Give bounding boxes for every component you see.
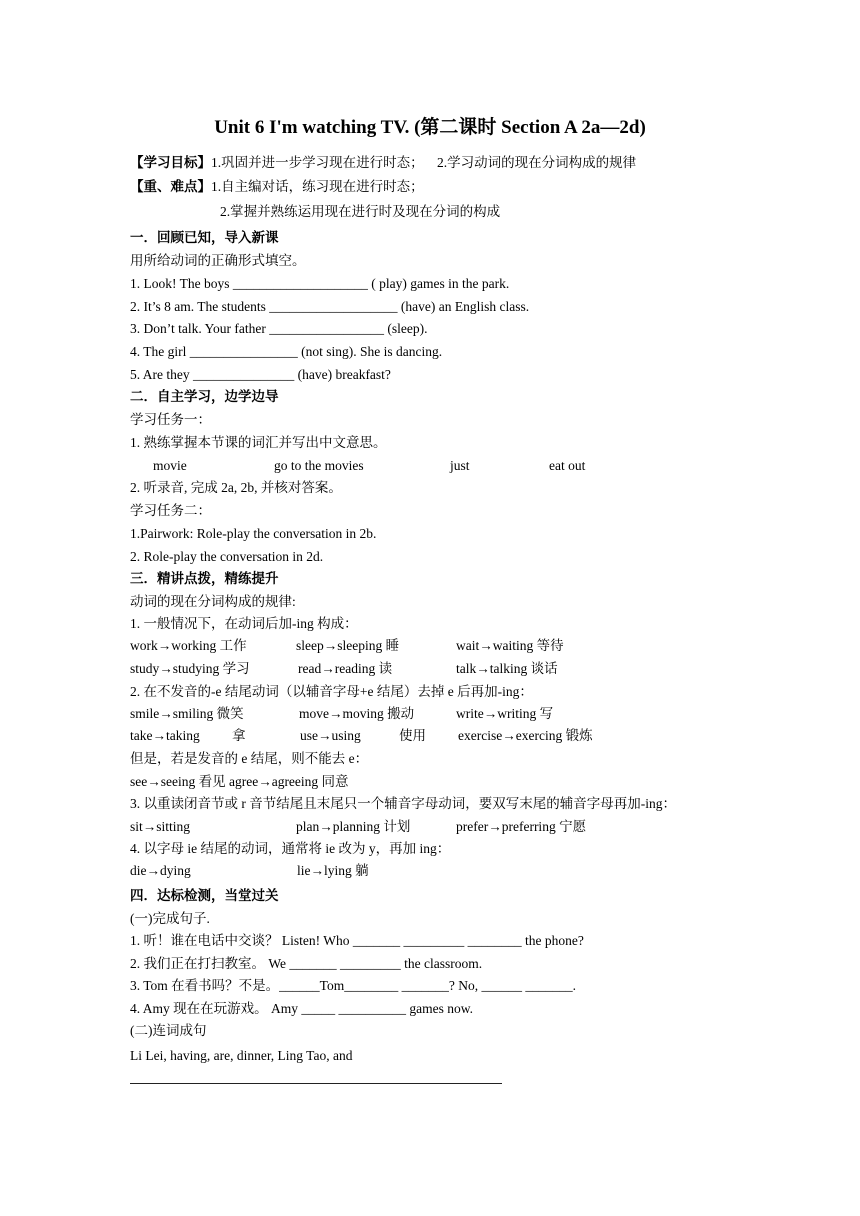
vocab-word: movie: [153, 458, 187, 473]
task1-item: 1. 熟练掌握本节课的词汇并写出中文意思。: [130, 435, 387, 450]
rule-example: plan→planning 计划: [296, 819, 411, 834]
exercise-item: 1. Look! The boys ____________________ ( play) games in the park.: [130, 276, 510, 291]
section3-heading: 三．精讲点拨，精练提升: [130, 571, 279, 586]
section1-heading: 一．回顾已知，导入新课: [130, 230, 279, 245]
rule-example: sit→sitting: [130, 819, 191, 834]
vocab-word: eat out: [549, 458, 586, 473]
section3-intro: 动词的现在分词构成的规律:: [130, 594, 296, 609]
rule-example: write→writing 写: [456, 706, 554, 721]
rule-example: wait→waiting 等待: [456, 638, 564, 653]
sentence-item: 4. Amy 现在在玩游戏。 Amy _____ __________ games now.: [130, 1001, 473, 1016]
rule-example: talk→talking 谈话: [456, 661, 558, 676]
rule-text: 3. 以重读闭音节或 r 音节结尾且末尾只一个辅音字母动词，要双写末尾的辅音字母再加-ing：: [130, 796, 676, 811]
exercise-item: 4. The girl ________________ (not sing). She is dancing.: [130, 344, 443, 359]
rule-example: move→moving 搬动: [299, 706, 415, 721]
word-order-item: Li Lei, having, are, dinner, Ling Tao, and: [130, 1048, 353, 1063]
rule-example: exercise→exercing 锻炼: [458, 728, 593, 743]
rule-example: lie→lying 躺: [297, 863, 369, 878]
sentence-item: 2. 我们正在打扫教室。 We _______ _________ the classroom.: [130, 956, 483, 971]
rule-text: 2. 在不发音的-e 结尾动词（以辅音字母+e 结尾）去掉 e 后再加-ing：: [130, 684, 533, 699]
rule-example: read→reading 读: [298, 661, 393, 676]
objective-2: 2.学习动词的现在分词构成的规律: [437, 155, 637, 170]
rule-example: study→studying 学习: [130, 661, 250, 676]
rule-example: work→working 工作: [130, 638, 247, 653]
rule-note: 但是，若是发音的 e 结尾，则不能去 e：: [130, 751, 369, 766]
rule-example: 拿: [232, 728, 246, 743]
sentence-item: 3. Tom 在看书吗？不是。______Tom________ _______? No, ______ _______.: [130, 978, 576, 993]
rule-example: die→dying: [130, 863, 191, 878]
part2-label: (二)连词成句: [130, 1023, 207, 1038]
page-title: Unit 6 I'm watching TV. (第二课时 Section A 2a—2d): [214, 117, 646, 138]
task1-label: 学习任务一：: [130, 412, 211, 427]
rule-example: smile→smiling 微笑: [130, 706, 244, 721]
rule-example: take→taking: [130, 728, 200, 743]
objectives-label: 【学习目标】: [130, 155, 211, 170]
task2-label: 学习任务二：: [130, 503, 211, 518]
rule-text: 4. 以字母 ie 结尾的动词，通常将 ie 改为 y，再加 ing：: [130, 841, 451, 856]
rule-example: see→seeing 看见 agree→agreeing 同意: [130, 774, 349, 789]
vocab-word: just: [450, 458, 470, 473]
answer-line: [130, 1083, 502, 1084]
exercise-item: 3. Don’t talk. Your father _________________ (sleep).: [130, 321, 428, 336]
key-points-label: 【重、难点】: [130, 179, 211, 194]
task2-item: 1.Pairwork: Role-play the conversation in 2b.: [130, 526, 377, 541]
task2-item: 2. Role-play the conversation in 2d.: [130, 549, 324, 564]
key-point-1: 1.自主编对话，练习现在进行时态；: [211, 179, 424, 194]
rule-example: prefer→preferring 宁愿: [456, 819, 587, 834]
rule-example: 使用: [399, 728, 426, 743]
vocab-word: go to the movies: [274, 458, 364, 473]
rule-example: use→using: [300, 728, 361, 743]
rule-example: sleep→sleeping 睡: [296, 638, 400, 653]
section2-heading: 二．自主学习，边学边导: [130, 389, 279, 404]
objective-1: 1.巩固并进一步学习现在进行时态；: [211, 155, 424, 170]
key-points-line: [130, 178, 424, 196]
sentence-item: 1. 听！谁在电话中交谈？ Listen! Who _______ _________ ________ the phone?: [130, 933, 584, 948]
key-point-2: 2.掌握并熟练运用现在进行时及现在分词的构成: [220, 204, 501, 219]
task1-item: 2. 听录音, 完成 2a, 2b, 并核对答案。: [130, 480, 342, 495]
section1-instruction: 用所给动词的正确形式填空。: [130, 253, 306, 268]
part1-label: (一)完成句子.: [130, 911, 210, 926]
exercise-item: 5. Are they _______________ (have) breakfast?: [130, 367, 391, 382]
exercise-item: 2. It’s 8 am. The students ___________________ (have) an English class.: [130, 299, 530, 314]
rule-text: 1. 一般情况下，在动词后加-ing 构成：: [130, 616, 358, 631]
objectives-line: [130, 154, 636, 172]
section4-heading: 四．达标检测，当堂过关: [130, 888, 279, 903]
